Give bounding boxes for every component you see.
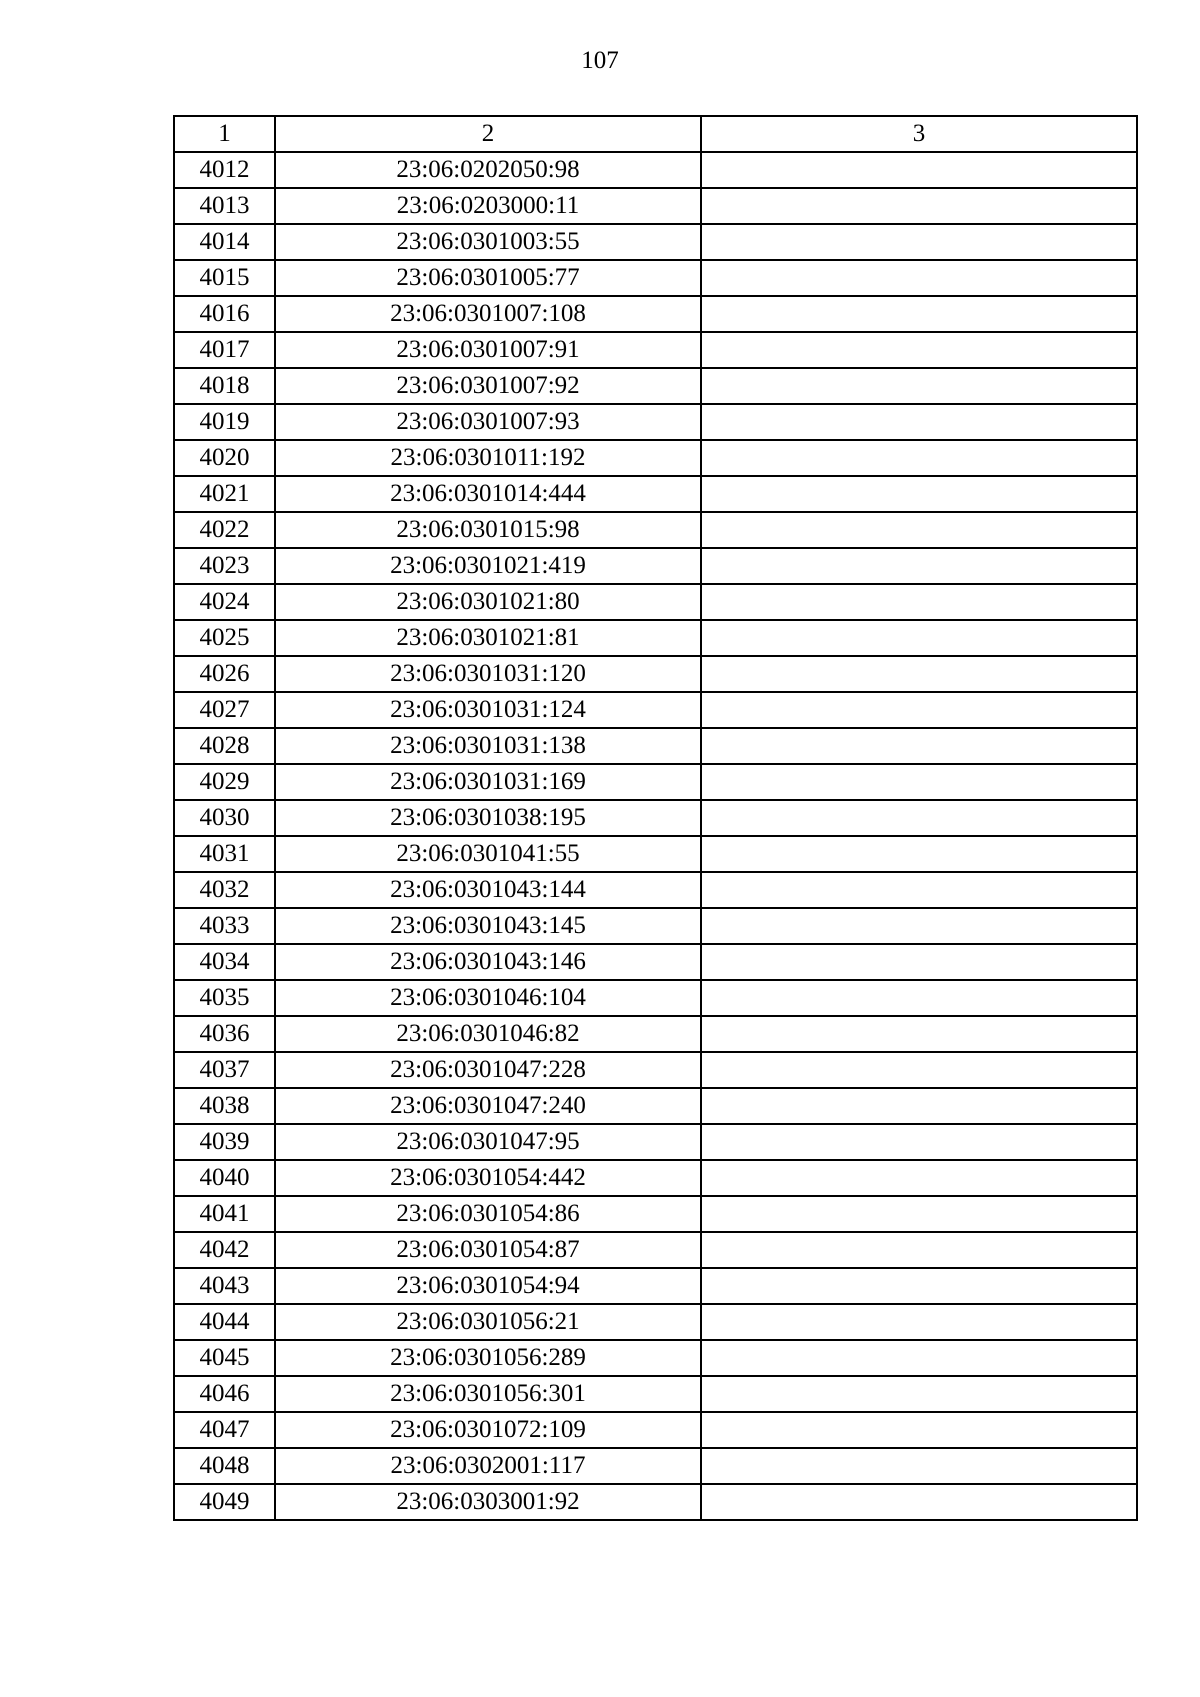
notes-cell [701, 188, 1137, 224]
notes-cell [701, 764, 1137, 800]
row-number-cell: 4028 [174, 728, 275, 764]
notes-cell [701, 512, 1137, 548]
notes-cell [701, 1052, 1137, 1088]
table-row [174, 692, 1137, 728]
header-col-2: 2 [275, 116, 701, 152]
cadastral-table [173, 115, 1138, 1521]
cadastral-number-cell: 23:06:0301021:80 [275, 584, 701, 620]
table-row [174, 584, 1137, 620]
row-number-cell: 4020 [174, 440, 275, 476]
table-row [174, 1412, 1137, 1448]
notes-cell [701, 1412, 1137, 1448]
notes-cell [701, 980, 1137, 1016]
notes-cell [701, 404, 1137, 440]
notes-cell [701, 656, 1137, 692]
row-number-cell: 4043 [174, 1268, 275, 1304]
row-number-cell: 4018 [174, 368, 275, 404]
row-number-cell: 4048 [174, 1448, 275, 1484]
notes-cell [701, 152, 1137, 188]
row-number-cell: 4036 [174, 1016, 275, 1052]
notes-cell [701, 1448, 1137, 1484]
table-row [174, 1088, 1137, 1124]
row-number-cell: 4037 [174, 1052, 275, 1088]
cadastral-number-cell: 23:06:0301054:442 [275, 1160, 701, 1196]
cadastral-number-cell: 23:06:0301038:195 [275, 800, 701, 836]
cadastral-number-cell: 23:06:0301046:104 [275, 980, 701, 1016]
row-number-cell: 4033 [174, 908, 275, 944]
notes-cell [701, 1340, 1137, 1376]
table-row [174, 728, 1137, 764]
cadastral-number-cell: 23:06:0301054:94 [275, 1268, 701, 1304]
notes-cell [701, 476, 1137, 512]
table-row [174, 944, 1137, 980]
row-number-cell: 4012 [174, 152, 275, 188]
row-number-cell: 4039 [174, 1124, 275, 1160]
table-row [174, 620, 1137, 656]
notes-cell [701, 1232, 1137, 1268]
notes-cell [701, 872, 1137, 908]
cadastral-number-cell: 23:06:0301046:82 [275, 1016, 701, 1052]
cadastral-number-cell: 23:06:0301041:55 [275, 836, 701, 872]
table-row [174, 332, 1137, 368]
table-row [174, 260, 1137, 296]
cadastral-number-cell: 23:06:0301031:120 [275, 656, 701, 692]
table-row [174, 1448, 1137, 1484]
row-number-cell: 4034 [174, 944, 275, 980]
row-number-cell: 4049 [174, 1484, 275, 1520]
notes-cell [701, 1196, 1137, 1232]
notes-cell [701, 728, 1137, 764]
table-row [174, 476, 1137, 512]
header-col-3: 3 [701, 116, 1137, 152]
page-number: 107 [581, 47, 619, 74]
cadastral-number-cell: 23:06:0301007:93 [275, 404, 701, 440]
table-row [174, 836, 1137, 872]
table-row [174, 188, 1137, 224]
cadastral-number-cell: 23:06:0301056:289 [275, 1340, 701, 1376]
row-number-cell: 4040 [174, 1160, 275, 1196]
notes-cell [701, 1268, 1137, 1304]
table-row [174, 656, 1137, 692]
cadastral-number-cell: 23:06:0301005:77 [275, 260, 701, 296]
row-number-cell: 4038 [174, 1088, 275, 1124]
cadastral-number-cell: 23:06:0301047:240 [275, 1088, 701, 1124]
table-row [174, 1052, 1137, 1088]
cadastral-number-cell: 23:06:0301003:55 [275, 224, 701, 260]
table-row [174, 1376, 1137, 1412]
table-row [174, 1232, 1137, 1268]
cadastral-number-cell: 23:06:0301043:144 [275, 872, 701, 908]
table-header-row [174, 116, 1137, 152]
row-number-cell: 4017 [174, 332, 275, 368]
notes-cell [701, 944, 1137, 980]
row-number-cell: 4025 [174, 620, 275, 656]
row-number-cell: 4013 [174, 188, 275, 224]
cadastral-number-cell: 23:06:0301015:98 [275, 512, 701, 548]
notes-cell [701, 1016, 1137, 1052]
table-row [174, 1268, 1137, 1304]
notes-cell [701, 1304, 1137, 1340]
notes-cell [701, 368, 1137, 404]
cadastral-number-cell: 23:06:0301007:92 [275, 368, 701, 404]
table-row [174, 1160, 1137, 1196]
cadastral-number-cell: 23:06:0301043:145 [275, 908, 701, 944]
table-row [174, 512, 1137, 548]
notes-cell [701, 584, 1137, 620]
cadastral-number-cell: 23:06:0301054:87 [275, 1232, 701, 1268]
notes-cell [701, 1124, 1137, 1160]
notes-cell [701, 1376, 1137, 1412]
row-number-cell: 4041 [174, 1196, 275, 1232]
row-number-cell: 4027 [174, 692, 275, 728]
cadastral-number-cell: 23:06:0301031:138 [275, 728, 701, 764]
row-number-cell: 4031 [174, 836, 275, 872]
row-number-cell: 4019 [174, 404, 275, 440]
cadastral-number-cell: 23:06:0301011:192 [275, 440, 701, 476]
table-row [174, 1340, 1137, 1376]
table-row [174, 764, 1137, 800]
table-row [174, 908, 1137, 944]
notes-cell [701, 1088, 1137, 1124]
cadastral-number-cell: 23:06:0301054:86 [275, 1196, 701, 1232]
table-row [174, 440, 1137, 476]
cadastral-number-cell: 23:06:0302001:117 [275, 1448, 701, 1484]
cadastral-number-cell: 23:06:0301072:109 [275, 1412, 701, 1448]
cadastral-number-cell: 23:06:0301043:146 [275, 944, 701, 980]
row-number-cell: 4046 [174, 1376, 275, 1412]
cadastral-number-cell: 23:06:0202050:98 [275, 152, 701, 188]
row-number-cell: 4024 [174, 584, 275, 620]
table-row [174, 404, 1137, 440]
row-number-cell: 4047 [174, 1412, 275, 1448]
row-number-cell: 4015 [174, 260, 275, 296]
table-row [174, 152, 1137, 188]
table-row [174, 548, 1137, 584]
notes-cell [701, 1160, 1137, 1196]
cadastral-number-cell: 23:06:0301014:444 [275, 476, 701, 512]
cadastral-number-cell: 23:06:0203000:11 [275, 188, 701, 224]
cadastral-number-cell: 23:06:0301007:108 [275, 296, 701, 332]
cadastral-number-cell: 23:06:0301021:419 [275, 548, 701, 584]
table-row [174, 1016, 1137, 1052]
table-row [174, 296, 1137, 332]
table-row [174, 872, 1137, 908]
table-body [174, 152, 1137, 1520]
cadastral-number-cell: 23:06:0301021:81 [275, 620, 701, 656]
cadastral-number-cell: 23:06:0303001:92 [275, 1484, 701, 1520]
table-row [174, 1196, 1137, 1232]
row-number-cell: 4044 [174, 1304, 275, 1340]
row-number-cell: 4014 [174, 224, 275, 260]
header-col-1: 1 [174, 116, 275, 152]
notes-cell [701, 836, 1137, 872]
row-number-cell: 4042 [174, 1232, 275, 1268]
table-row [174, 980, 1137, 1016]
cadastral-number-cell: 23:06:0301031:169 [275, 764, 701, 800]
row-number-cell: 4022 [174, 512, 275, 548]
row-number-cell: 4032 [174, 872, 275, 908]
row-number-cell: 4045 [174, 1340, 275, 1376]
row-number-cell: 4023 [174, 548, 275, 584]
row-number-cell: 4029 [174, 764, 275, 800]
notes-cell [701, 1484, 1137, 1520]
cadastral-number-cell: 23:06:0301031:124 [275, 692, 701, 728]
notes-cell [701, 440, 1137, 476]
notes-cell [701, 260, 1137, 296]
row-number-cell: 4026 [174, 656, 275, 692]
table-row [174, 224, 1137, 260]
notes-cell [701, 296, 1137, 332]
table-row [174, 1124, 1137, 1160]
row-number-cell: 4035 [174, 980, 275, 1016]
table-row [174, 368, 1137, 404]
table-row [174, 1304, 1137, 1340]
notes-cell [701, 908, 1137, 944]
notes-cell [701, 548, 1137, 584]
notes-cell [701, 692, 1137, 728]
cadastral-number-cell: 23:06:0301056:21 [275, 1304, 701, 1340]
cadastral-number-cell: 23:06:0301047:228 [275, 1052, 701, 1088]
row-number-cell: 4016 [174, 296, 275, 332]
notes-cell [701, 224, 1137, 260]
cadastral-number-cell: 23:06:0301047:95 [275, 1124, 701, 1160]
cadastral-number-cell: 23:06:0301007:91 [275, 332, 701, 368]
cadastral-number-cell: 23:06:0301056:301 [275, 1376, 701, 1412]
notes-cell [701, 332, 1137, 368]
table-row [174, 1484, 1137, 1520]
notes-cell [701, 800, 1137, 836]
row-number-cell: 4021 [174, 476, 275, 512]
notes-cell [701, 620, 1137, 656]
row-number-cell: 4030 [174, 800, 275, 836]
table-row [174, 800, 1137, 836]
